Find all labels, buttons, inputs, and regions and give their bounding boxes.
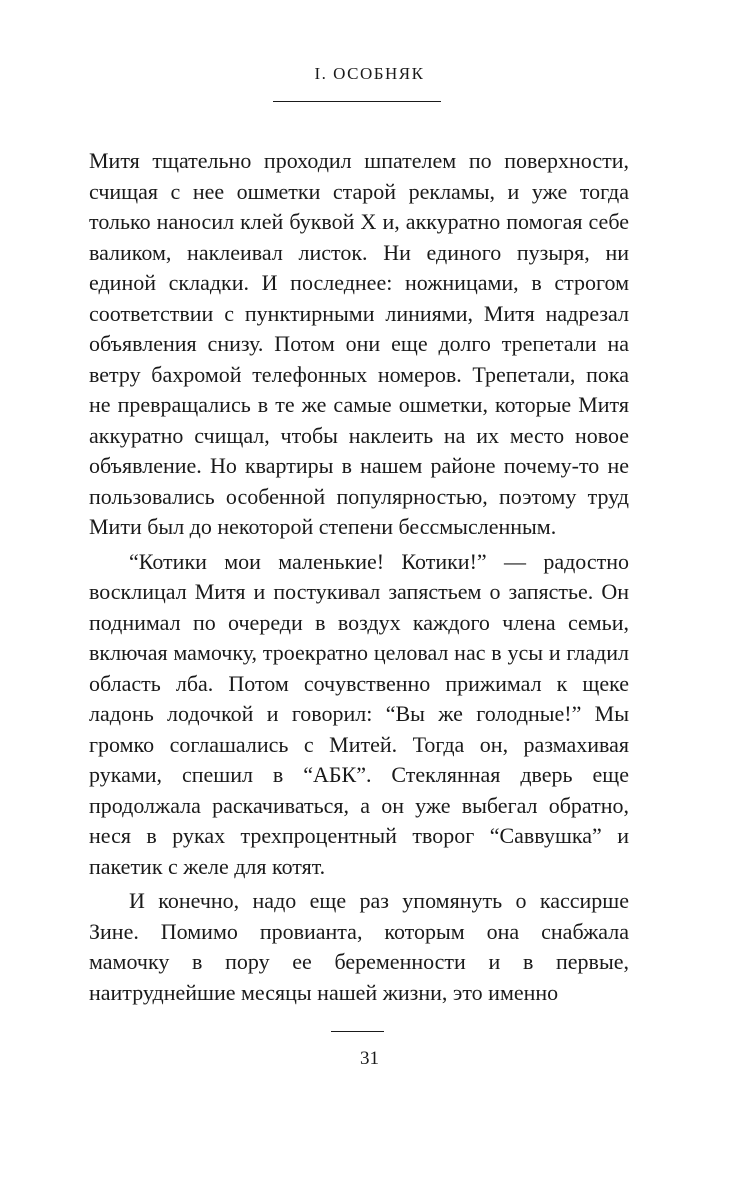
- paragraph-2: “Котики мои маленькие! Котики!” — радостно восклицал Митя и постукивал запястьем о запястье. Он поднимал по очереди в воздух каждого члена семьи, включая мамочку, троекратно целовал нас в усы и гладил область лба. Потом сочувственно прижимал к щеке ладонь лодочкой и говорил: “Вы же голодные!” Мы громко соглашались с Митей. Тогда он, размахивая руками, спешил в “АБК”. Стеклянная дверь еще продолжала раскачиваться, а он уже выбегал обратно, неся в руках трехпроцентный творог “Саввушка” и пакетик с желе для котят.: [89, 548, 629, 879]
- page-number: 31: [360, 1048, 379, 1069]
- footer-rule: [331, 1031, 384, 1032]
- header-rule: [273, 101, 441, 102]
- paragraph-1: Митя тщательно проходил шпателем по поверхности, счищая с нее ошметки старой рекламы, и уже тогда только наносил клей буквой Х и, аккуратно помогая себе валиком, наклеивал листок. Ни единого пузыря, ни единой складки. И последнее: ножницами, в строгом соответствии с пунктирными линиями, Митя надрезал объявления снизу. Потом они еще долго трепетали на ветру бахромой телефонных номеров. Трепетали, пока не превращались в те же самые ошметки, которые Митя аккуратно счищал, чтобы наклеить на их место новое объявление. Но квартиры в нашем районе почему-то не пользовались особенной популярностью, поэтому труд Мити был до некоторой степени бессмысленным.: [89, 148, 629, 539]
- body-text: [89, 146, 629, 1008]
- paragraph-3: И конечно, надо еще раз упомянуть о кассирше Зине. Помимо провианта, которым она снабжала мамочку в пору ее беременности и в первые, наитруднейшие месяцы нашей жизни, это именно: [89, 888, 629, 1005]
- running-title: I. ОСОБНЯК: [314, 64, 425, 83]
